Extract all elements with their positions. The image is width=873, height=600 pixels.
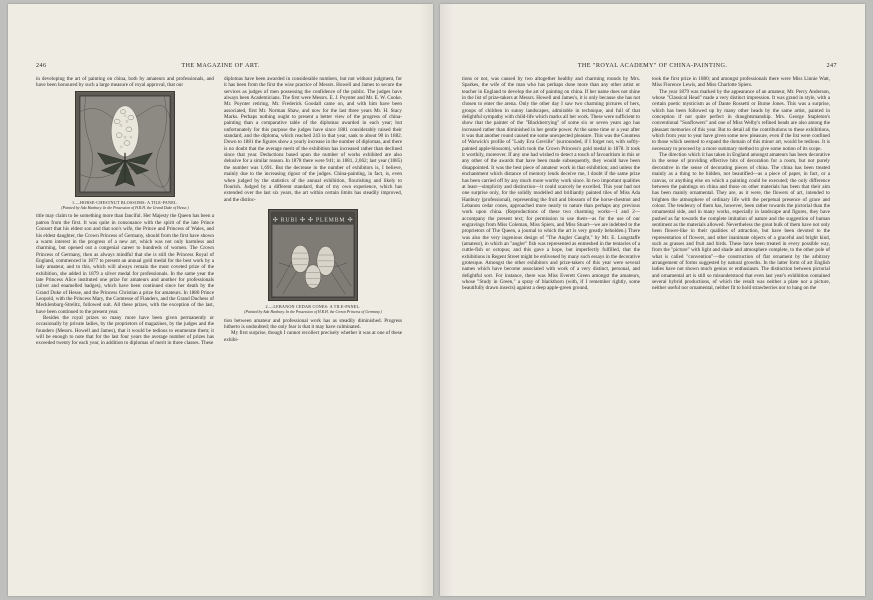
running-title: THE "ROYAL ACADEMY" OF CHINA-PAINTING. xyxy=(577,62,728,69)
paragraph: tion between amateur and professional work has as steadily diminished. Progress hitherto is undoubted; the only fear is that it may have culminated. xyxy=(224,317,402,331)
paragraph: took the first prize in 1880; and amongst professionals there were Miss Linnie Watt, Miss Florence Lewis, and Miss Charlotte Spiers. xyxy=(652,76,830,89)
text-column-1 xyxy=(462,76,640,586)
figure-caption: 1.—HORSE-CHESTNUT BLOSSOMS: A TILE-PANEL. xyxy=(72,199,178,205)
paragraph: in developing the art of painting on china, both by amateurs and professionals, and have been honoured by such a large measure of royal approval, that our xyxy=(36,76,214,89)
paragraph: tions or not, was caused by two altogether healthy and charming rounds by Mrs. Sparkes, the wife of the man who has perhaps done more than any other artist or teacher in England to develop the art of painting on china. If her name does not shine in the list of prize-takers at Messrs. Howell and James's, it is only because she has not chosen to enter the arena. Only the other day I saw two charming pictures of hers, groups of children in sunny landscapes, admirable in technique, and full of that delightful sympathy with child-life which marks all her work. These were sufficient to show that the painter of the "Blackberrying" of some six or seven years ago has increased rather than diminished in her gentle power. At the same time or a year after it was that another round caused me some unexpected pleasure. This was the Countess of Warwick's profile of "Lady Eva Greville" (surrounded, if I forget not, with softly-painted apple-blossom), which took the Crown Princess's gold medal in 1878. It took it worthily, moreover. If any one had wished to detect a touch of favouritism in this or any other of the awards that have been made subsequently, they would have been disappointed. It was the best piece of amateur work in that exhibition; and unless the enchantment which distance of memory lends deceive me, I doubt if the same prize has been carried off by any much more worthy work since. In two important qualities at least—simplicity and distinction—it could scarcely be excelled. This year had not one surprise only, for the solidly modelled and brilliantly painted tiles of Miss Ada Hanbury (professional), representing the fruit and blossom of the horse-chestnut and Lebanon cedar cones, approached more nearly to nature than perhaps any previous work upon china. (Reproductions of these two charming works—1 and 2—accompany the present text; for permission to use them—as for the use of our engravings from Miss Coleman, Miss Spiers, and Miss Stuart—we are indebted to the proprietors of The Queen, a journal to which the art is very greatly beholden.) There was also the very ingenious design of "The Angler Caught," by Mr. E. Lungstaffe (amateur), in which an "angler" fish was represented as enmeshed in the tentacles of a cuttle-fish or octopus; and this gave a hope, but imperfectly fulfilled, that the exhibitions in Regent Street might be enlivened by many such essays in the decorative grotesque. Amongst the other exhibitors and prize-takers of this year were several names which have become associated with work of a very distinct, personal, and delightful sort. For instance, there was Miss Everett Green amongst the amateurs, whose "Study in Green," a spray of blackthorn (with, if I remember rightly, some beautifully drawn insects) against a deep apple-green ground, xyxy=(462,76,640,292)
right-page xyxy=(440,4,865,596)
figure-credit: (Painted by Ada Hanbury. In the Possession of H.R.H. the Crown Princess of Germany.) xyxy=(244,309,382,314)
figure-caption: 2.—LEBANON CEDAR CONES: A TILE-PANEL. xyxy=(265,303,361,309)
tile-panel-cedar-cones-illustration xyxy=(268,209,358,301)
paragraph: diplomas have been awarded in considerable numbers, but not without judgment, for it has been from the first the wise practice of Messrs. Howell and James to secure the services as judges of men possessing the confidence of the public. The judges have always been Academicians. The first were Messrs. E. J. Poynter and Mr. E. W. Cooke. Mr. Poynter retiring, Mr. Frederick Goodall came on, and with him have been associated, first Mr. Norman Shaw, and now for the last three years Mr. H. Stacy Marks. Perhaps nothing ought to present a better view of the progress of china-painting than a comparative table of the diplomas awarded in each year; but unfortunately for this purpose the judges have since 1881 considerably raised their standard, and the diploma, which reached 243 in that year, sank to about 90 in 1882. Down to 1881 the figures show a yearly increase in the number of diplomas, and there is no doubt that the average merit of the exhibition has increased rather than declined since that year. Deductions based upon the number of works exhibited are also delusive for a similar reason. In 1878 there were 941; in 1881, 2,062; last year (1885) the number was 1,691. But the decrease in the number of exhibitors is, I believe, mainly due to the increasing rigour of the judges. China-painting, in fact, is, even when judged by the statistics of the annual exhibition, flourishing and likely to flourish. Judged by a different standard, that of my own experience, which has extended over the last six years, the art within certain limits has steadily improved, and the distinc- xyxy=(224,76,402,203)
plate-lettering: ✣ RUBI ✣ ✣ PLEMBM ✣ xyxy=(272,217,354,224)
gutter-shadow xyxy=(440,4,454,596)
paragraph: The year 1879 was marked by the appearance of an amateur, Mr. Percy Anderson, whose "Classical Head" made a very distinct impression. It was grand in style, with a certain poetic mysticism as of Dante Rossetti or Burne Jones. This was a surprise, which has been followed up by many other heads by the same artist, painted in conception if not quite perfect in draughtsmanship. Mrs. George Stapleton's conventional "Sunflowers" and one of Miss Welby's refined heads are also among the pleasant memories of this year. But to detail all the contributions to these exhibitions, which from year to year have given some new pleasure, even if the list were confined to those which seemed to expand the domain of this minor art, would be tedious. It is necessary to proceed by a more summary method to give some notion of its scope. xyxy=(652,88,830,152)
left-page xyxy=(8,4,433,596)
paragraph: title may claim to be something more than fanciful. Her Majesty the Queen has been a patron from the first. It was quite in consonance with the spirit of the late Prince Consort that his eldest son and that son's wife, the Prince and Princess of Wales, and his eldest daughter, the Crown Princess of Germany, should from the first have shown a warm interest in the progress of a new art, which was not only harmless and charming, but opened out a congenial career to hundreds of women. The Crown Princess of Germany, then as always mindful that she is still the Princess Royal of England, commenced in 1877 to present an annual gold medal for the best work by a lady amateur, and to this, which will always remain the most coveted prize of the exhibition, she added in 1879 a silver medal for professionals. In the same year the late Princess Alice instituted one prize for amateurs and another for professionals (silver and enamelled badges), which have been continued since her death by the Grand Duke of Hesse, and the Princess Christian a prize for amateurs. In 1880 Prince Leopold, with the Princess Mary, the Comtesse of Flanders, and the Grand Duchess of Mecklenburg-Strelitz, followed suit. All these prizes, with the exception of the last, have been continued to the present year. xyxy=(36,213,214,315)
figure-credit: (Painted by Ada Hanbury. In the Possession of H.R.H. the Grand Duke of Hesse.) xyxy=(61,205,189,210)
text-column-2 xyxy=(652,76,830,586)
paragraph: My first surprise, though I cannot recollect precisely whether it was at one of these exhibi- xyxy=(224,330,402,343)
page-header xyxy=(36,62,405,72)
figure-horse-chestnut xyxy=(36,91,214,211)
gutter-shadow xyxy=(419,4,433,596)
figure-lebanon-cedar xyxy=(224,209,402,315)
running-title: THE MAGAZINE OF ART. xyxy=(181,62,260,69)
page-number: 247 xyxy=(826,62,837,69)
text-column-2 xyxy=(224,76,402,576)
page-number: 246 xyxy=(36,62,47,69)
page-header xyxy=(468,62,837,72)
tile-panel-horse-chestnut-illustration xyxy=(75,91,175,197)
paragraph: Besides the royal prizes so many more have been given permanently or occasionally by private ladies, by the proprietors of magazines, by the judges and the founders (Messrs. Howell and James), that it would be tedious to enumerate them; it will be enough to note that for the last four years the average number of prizes has exceeded twenty for each year, in addition to diplomas of merit in three classes. These xyxy=(36,314,214,347)
text-column-1 xyxy=(36,76,214,576)
paragraph: The direction which it has taken in England amongst amateurs has been decorative in the sense of providing effective bits of decoration for a room, but not purely decorative in the sense of decorating pieces of china. The china has been treated mainly as a thing to be hidden, not beautified—as a piece of paper, in fact, or a canvas, or anything else on which a painting could be executed; the only difference between the paintings on china and those on other materials has been that their aim has been mainly ornamental. They are, as it were, the flowers of art, intended to brighten the atmosphere of ordinary life with the perpetual presence of grace and colour. The tendency of them has, however, been rather towards the pictorial than the ornamental side, and in many works, especially in landscape and figures, they have pushed as far towards the complete imitation of nature and the suggestion of human sentiment as the materials allowed. Nevertheless the great bulk of them have not only been flower-like in their qualities of attraction, but have been devoted to the representation of flowers, and other inanimate objects of a graceful and bright kind, such as grasses and fruit and birds. These have been treated in every possible way, from the "picture" with light and shade and atmosphere complete, to the other pole of what is called "convention"—the construction of flat ornament by the arbitrary arrangement of forms suggested by natural growths. In the latter form of art English ladies have not shown much genius or enthusiasm. The distinction between pictorial and ornamental art is still so misunderstood that even last year's exhibition contained several hybrid productions, of which the result was neither a plate nor a picture, neither useful nor ornamental, neither fit to hold strawberries nor to hang on the xyxy=(652,152,830,292)
